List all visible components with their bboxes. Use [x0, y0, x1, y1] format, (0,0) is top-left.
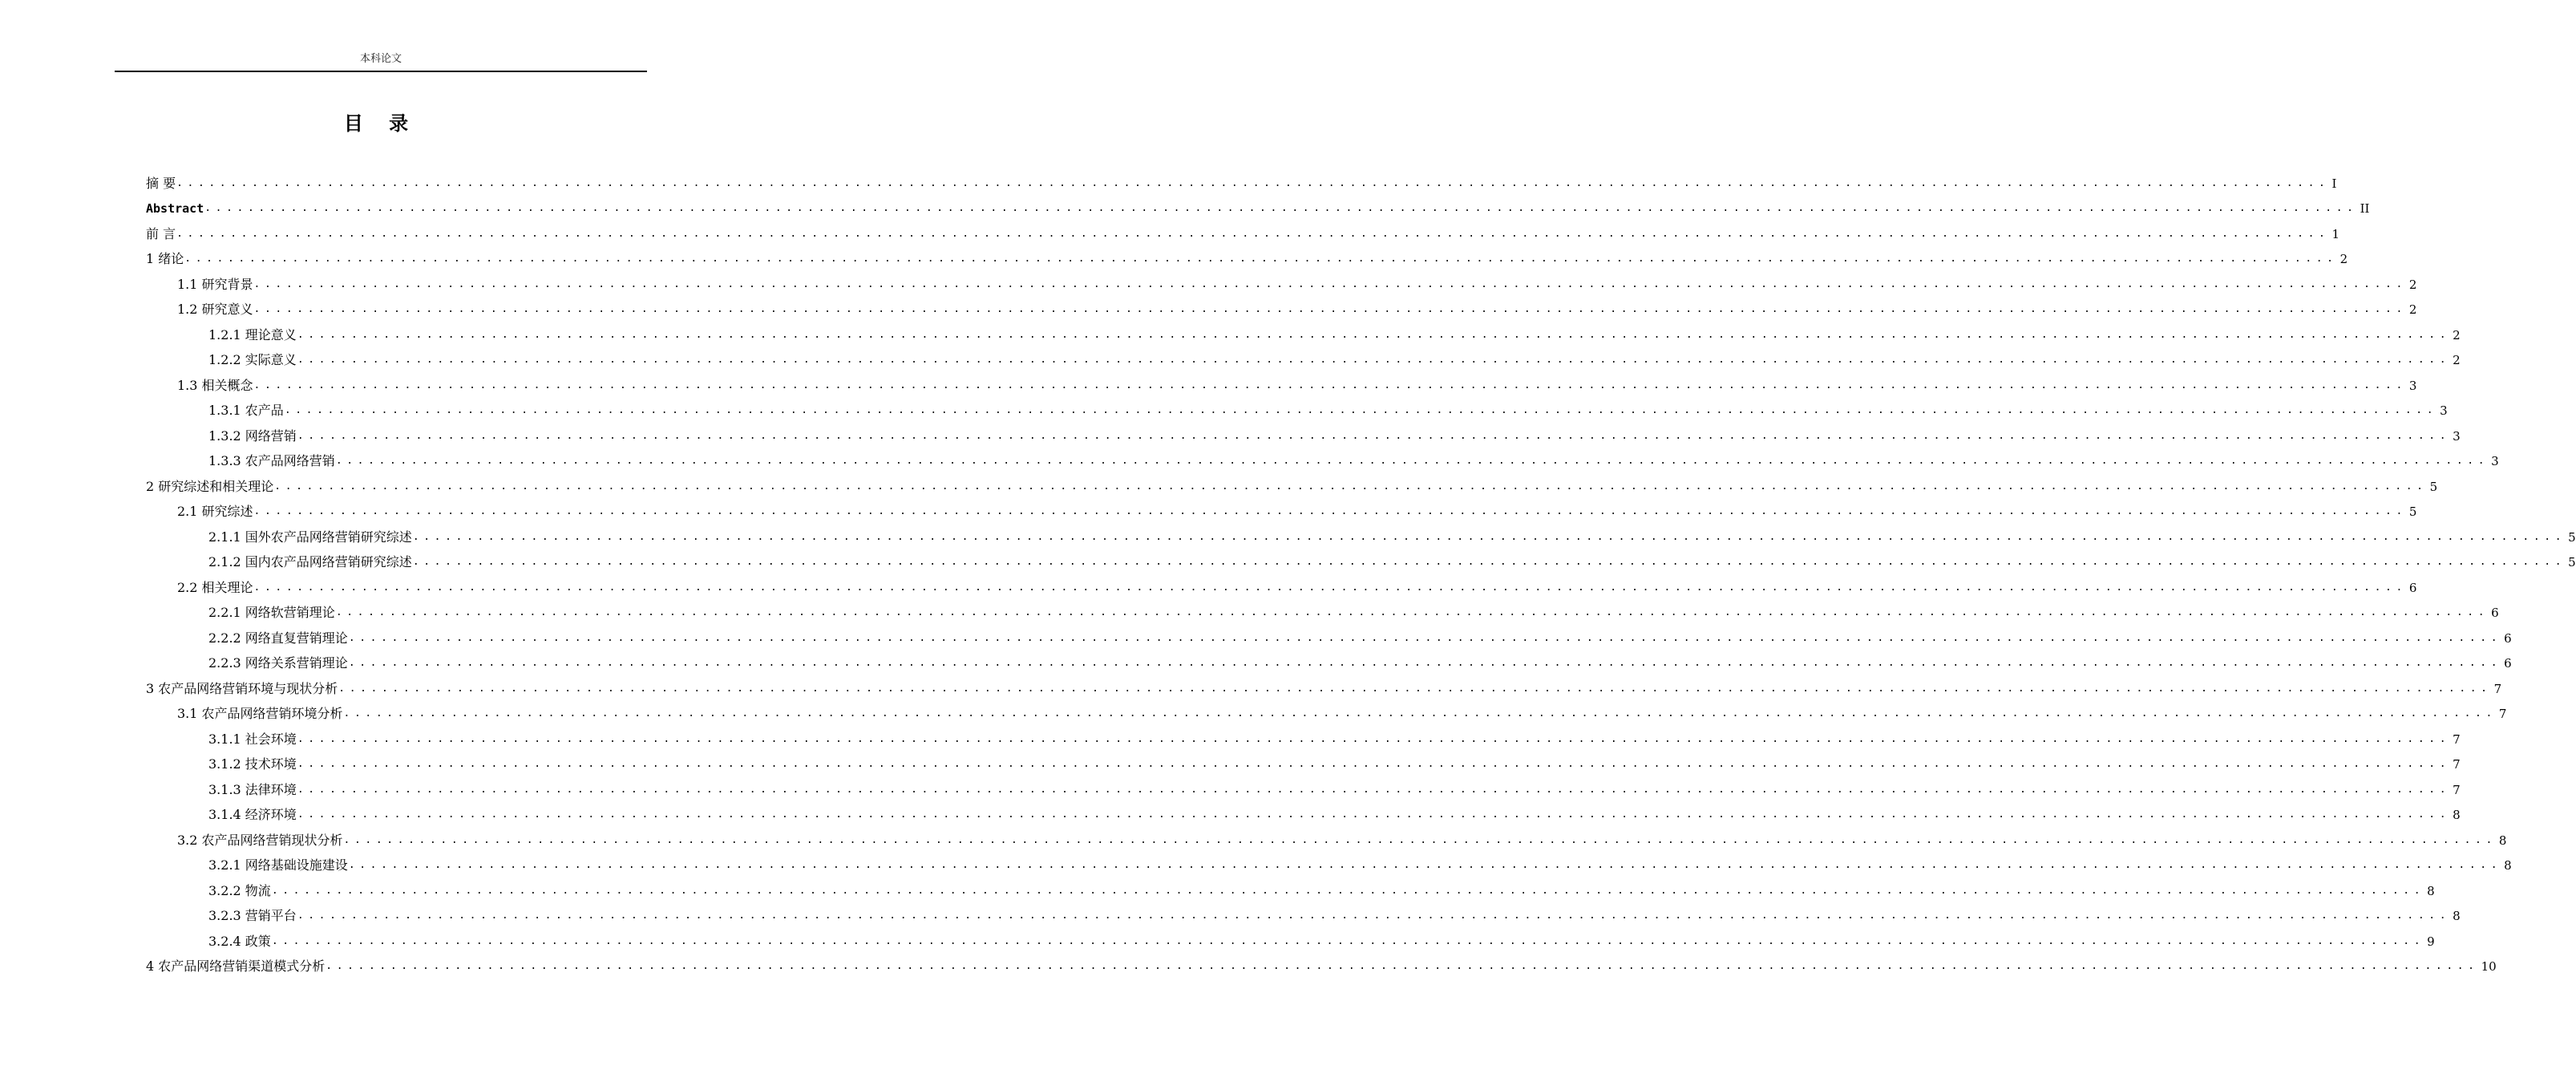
- toc-entry-label: 2 研究综述和相关理论: [146, 478, 274, 494]
- toc-entry-label: Abstract: [146, 201, 204, 217]
- toc-entry-page-number: 5: [2408, 505, 2417, 520]
- toc-entry-page-number: 8: [2453, 808, 2461, 823]
- toc-entry-page-number: 6: [2491, 606, 2499, 621]
- toc-dot-leader: ........................................................................................................................................................................................................: [271, 884, 2425, 897]
- toc-entry-label: 3.1.1 社会环境: [208, 731, 297, 747]
- toc-entry-page-number: 3: [2440, 403, 2448, 419]
- toc-entry[interactable]: [146, 651, 2512, 677]
- toc-entry[interactable]: [146, 322, 2461, 348]
- toc-entry[interactable]: [146, 575, 2417, 601]
- toc-entry[interactable]: [146, 929, 2435, 954]
- toc-dot-leader: ........................................................................................................................................................................................................: [204, 202, 2358, 215]
- toc-entry[interactable]: [146, 399, 2448, 424]
- toc-entry-label: 2.1.2 国内农产品网络营销研究综述: [208, 554, 412, 570]
- toc-entry-page-number: 7: [2453, 732, 2461, 747]
- toc-entry-label: 3.2 农产品网络营销现状分析: [177, 832, 343, 848]
- toc-entry-label: 3.2.2 物流: [208, 882, 271, 898]
- toc-dot-leader: ........................................................................................................................................................................................................: [348, 657, 2502, 670]
- toc-entry-page-number: 3: [2453, 428, 2461, 444]
- toc-entry-label: 3 农产品网络营销环境与现状分析: [146, 680, 338, 696]
- toc-dot-leader: ........................................................................................................................................................................................................: [271, 934, 2425, 947]
- toc-entry-label: 1.3.3 农产品网络营销: [208, 453, 335, 469]
- toc-entry[interactable]: [146, 601, 2499, 626]
- toc-entry-page-number: 5: [2568, 529, 2576, 545]
- toc-entry-label: 1.3.2 网络营销: [208, 428, 297, 444]
- toc-dot-leader: ........................................................................................................................................................................................................: [297, 783, 2451, 796]
- toc-dot-leader: ........................................................................................................................................................................................................: [253, 505, 2407, 518]
- toc-entry-page-number: 8: [2427, 883, 2435, 898]
- toc-entry[interactable]: [146, 702, 2507, 727]
- toc-dot-leader: ........................................................................................................................................................................................................: [412, 530, 2566, 543]
- toc-dot-leader: ........................................................................................................................................................................................................: [253, 303, 2407, 316]
- toc-dot-leader: ........................................................................................................................................................................................................: [297, 429, 2451, 442]
- toc-dot-leader: ........................................................................................................................................................................................................: [184, 253, 2338, 265]
- toc-entry-label: 2.2 相关理论: [177, 579, 253, 595]
- toc-entry[interactable]: [146, 525, 2576, 550]
- toc-dot-leader: ........................................................................................................................................................................................................: [297, 910, 2451, 922]
- toc-entry[interactable]: [146, 221, 2339, 247]
- toc-entry-label: 1.2 研究意义: [177, 302, 253, 318]
- toc-dot-leader: ........................................................................................................................................................................................................: [176, 176, 2330, 189]
- toc-entry-label: 4 农产品网络营销渠道模式分析: [146, 958, 326, 975]
- toc-dot-leader: ........................................................................................................................................................................................................: [297, 758, 2451, 771]
- toc-entry[interactable]: [146, 904, 2461, 930]
- toc-entry-label: 2.2.3 网络关系营销理论: [208, 655, 348, 671]
- toc-entry[interactable]: [146, 803, 2461, 829]
- toc-entry[interactable]: [146, 550, 2576, 576]
- toc-entry-label: 1 绪论: [146, 251, 184, 267]
- toc-dot-leader: ........................................................................................................................................................................................................: [412, 556, 2566, 569]
- toc-entry[interactable]: [146, 449, 2499, 475]
- toc-entry-page-number: 1: [2331, 226, 2339, 241]
- toc-entry-page-number: 6: [2504, 630, 2512, 646]
- toc-entry[interactable]: [146, 626, 2512, 651]
- toc-entry-page-number: 6: [2408, 580, 2417, 595]
- toc-entry[interactable]: [146, 878, 2435, 904]
- toc-entry-page-number: 7: [2498, 707, 2507, 722]
- toc-dot-leader: ........................................................................................................................................................................................................: [274, 480, 2428, 492]
- toc-entry[interactable]: [146, 500, 2417, 525]
- toc-entry[interactable]: [146, 197, 2370, 222]
- toc-entry-page-number: 7: [2453, 757, 2461, 772]
- toc-entry-page-number: 8: [2453, 909, 2461, 924]
- running-header: [115, 51, 647, 72]
- toc-dot-leader: ........................................................................................................................................................................................................: [253, 278, 2407, 290]
- table-of-contents: [146, 171, 2576, 979]
- toc-entry-label: 3.2.4 政策: [208, 933, 271, 949]
- toc-entry-label: 1.3.1 农产品: [208, 403, 284, 419]
- toc-entry[interactable]: [146, 954, 2497, 980]
- toc-entry[interactable]: [146, 727, 2461, 752]
- toc-entry-page-number: 10: [2481, 959, 2497, 975]
- toc-entry-label: 3.2.1 网络基础设施建设: [208, 857, 348, 873]
- toc-entry-label: 3.2.3 营销平台: [208, 908, 297, 924]
- page-title: 目 录: [343, 111, 419, 135]
- toc-entry-page-number: 8: [2498, 833, 2507, 848]
- toc-entry-label: 3.1.4 经济环境: [208, 807, 297, 823]
- toc-dot-leader: ........................................................................................................................................................................................................: [253, 379, 2407, 391]
- toc-dot-leader: ........................................................................................................................................................................................................: [297, 328, 2451, 341]
- toc-dot-leader: ........................................................................................................................................................................................................: [326, 960, 2479, 973]
- toc-entry[interactable]: [146, 373, 2417, 399]
- toc-entry[interactable]: [146, 777, 2461, 803]
- toc-entry-label: 1.2.1 理论意义: [208, 326, 297, 342]
- toc-entry-page-number: 6: [2504, 656, 2512, 671]
- toc-entry-label: 1.3 相关概念: [177, 377, 253, 393]
- toc-entry-page-number: II: [2360, 201, 2370, 217]
- toc-dot-leader: ........................................................................................................................................................................................................: [297, 808, 2451, 821]
- running-header-text: 本科论文: [359, 53, 402, 65]
- toc-entry[interactable]: [146, 298, 2417, 323]
- toc-entry-page-number: 2: [2339, 252, 2348, 267]
- toc-entry-page-number: 2: [2408, 302, 2417, 318]
- toc-entry[interactable]: [146, 247, 2348, 273]
- toc-entry[interactable]: [146, 272, 2417, 298]
- toc-entry-label: 2.2.1 网络软营销理论: [208, 605, 335, 621]
- toc-entry-page-number: 5: [2429, 479, 2438, 494]
- toc-entry-page-number: 7: [2493, 681, 2502, 696]
- toc-entry-label: 3.1 农产品网络营销环境分析: [177, 706, 343, 722]
- toc-entry-page-number: 3: [2408, 378, 2417, 393]
- toc-dot-leader: ........................................................................................................................................................................................................: [335, 606, 2489, 619]
- toc-entry[interactable]: [146, 853, 2512, 879]
- toc-dot-leader: ........................................................................................................................................................................................................: [348, 631, 2502, 644]
- toc-entry-page-number: I: [2331, 176, 2337, 191]
- toc-entry[interactable]: [146, 348, 2461, 374]
- toc-dot-leader: ........................................................................................................................................................................................................: [284, 404, 2438, 417]
- toc-entry-label: 2.1 研究综述: [177, 504, 253, 520]
- toc-dot-leader: ........................................................................................................................................................................................................: [343, 833, 2497, 846]
- toc-entry-page-number: 2: [2453, 327, 2461, 342]
- toc-entry-label: 2.2.2 网络直复营销理论: [208, 630, 348, 646]
- toc-entry-label: 2.1.1 国外农产品网络营销研究综述: [208, 529, 412, 545]
- toc-dot-leader: ........................................................................................................................................................................................................: [297, 354, 2451, 367]
- toc-dot-leader: ........................................................................................................................................................................................................: [335, 455, 2489, 468]
- toc-entry-label: 3.1.3 法律环境: [208, 781, 297, 797]
- toc-dot-leader: ........................................................................................................................................................................................................: [343, 707, 2497, 720]
- toc-dot-leader: ........................................................................................................................................................................................................: [253, 581, 2407, 594]
- toc-entry[interactable]: [146, 828, 2507, 853]
- toc-entry-page-number: 8: [2504, 858, 2512, 873]
- toc-entry-page-number: 7: [2453, 782, 2461, 797]
- toc-entry[interactable]: [146, 474, 2438, 500]
- toc-entry-label: 1.1 研究背景: [177, 276, 253, 292]
- toc-entry[interactable]: [146, 424, 2461, 449]
- toc-entry-page-number: 2: [2408, 277, 2417, 292]
- toc-dot-leader: ........................................................................................................................................................................................................: [348, 859, 2502, 872]
- toc-entry[interactable]: [146, 171, 2337, 197]
- toc-entry-label: 前 言: [146, 225, 176, 241]
- toc-entry-label: 1.2.2 实际意义: [208, 352, 297, 368]
- toc-entry-page-number: 3: [2491, 454, 2499, 469]
- toc-entry-page-number: 9: [2427, 934, 2435, 949]
- toc-entry-label: 3.1.2 技术环境: [208, 756, 297, 772]
- toc-entry[interactable]: [146, 752, 2461, 778]
- toc-entry[interactable]: [146, 676, 2502, 702]
- toc-dot-leader: ........................................................................................................................................................................................................: [297, 732, 2451, 745]
- toc-dot-leader: ........................................................................................................................................................................................................: [176, 227, 2330, 240]
- toc-entry-label: 摘 要: [146, 175, 176, 191]
- toc-dot-leader: ........................................................................................................................................................................................................: [338, 682, 2492, 695]
- toc-entry-page-number: 2: [2453, 353, 2461, 368]
- toc-entry-page-number: 5: [2568, 555, 2576, 570]
